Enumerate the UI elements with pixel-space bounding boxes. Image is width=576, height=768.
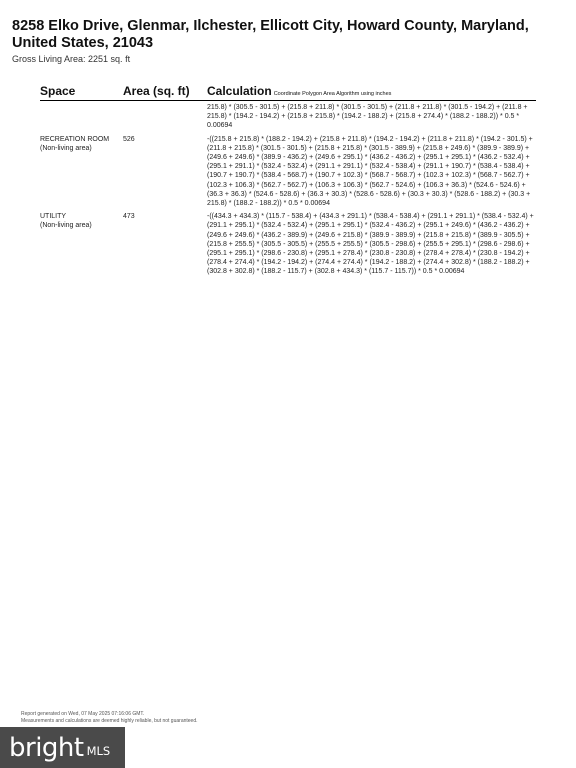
- space-name: UTILITY: [40, 213, 67, 221]
- area-cell: 473: [123, 213, 135, 221]
- header-calculation-label: Calculation: [207, 84, 272, 98]
- space-cell: [40, 103, 123, 131]
- header-calculation: [207, 84, 536, 98]
- space-type: (Non-living area): [40, 144, 92, 152]
- header-calculation-note: Coordinate Polygon Area Algorithm using inches: [273, 91, 392, 97]
- report-generated-note: Report generated on Wed, 07 May 2025 07:16:06 GMT.: [21, 711, 145, 717]
- calculation-cell: 215.8) * (305.5 - 301.5) + (215.8 + 211.8) * (301.5 - 301.5) + (211.8 + 211.8) * (301.5 - 194.2) + (211.8 + 215.8) * (194.2 - 194.2) + (215.8 + 215.8) * (194.2 - 188.2) + (215.8 + 274.4) * (188.2 - 188.2)) * 0.5 * 0.00694: [207, 104, 528, 130]
- table-row-utility: [40, 212, 536, 276]
- space-cell: [40, 135, 123, 209]
- property-address-title: 8258 Elko Drive, Glenmar, Ilchester, Ellicott City, Howard County, Maryland, United States, 21043: [12, 18, 529, 51]
- space-cell: [40, 212, 123, 276]
- report-footer: [21, 711, 198, 725]
- space-name: RECREATION ROOM: [40, 135, 110, 143]
- area-cell: 526: [123, 135, 135, 143]
- report-header: [12, 18, 564, 64]
- calculation-cell: -((434.3 + 434.3) * (115.7 - 538.4) + (434.3 + 291.1) * (538.4 - 538.4) + (291.1 + 291.1) * (538.4 - 532.4) + (291.1 + 295.1) * (532.4 - 532.4) + (295.1 + 295.1) * (532.4 - 436.2) + (295.1 + 249.6) * (436.2 - 436.2) + (249.6 + 249.6) * (436.2 - 389.9) + (249.6 + 215.8) * (389.9 - 389.9) + (215.8 + 215.8) * (389.9 - 305.5) + (215.8 + 255.5) * (305.5 - 305.5) + (255.5 + 255.5) * (305.5 - 298.6) + (255.5 + 295.1) * (298.6 - 298.6) + (295.1 + 295.1) * (298.6 - 230.8) + (295.1 + 278.4) * (230.8 - 230.8) + (278.4 + 278.4) * (230.8 - 194.2) + (278.4 + 274.4) * (194.2 - 194.2) + (274.4 + 274.4) * (194.2 - 188.2) + (274.4 + 302.8) * (188.2 - 188.2) + (302.8 + 302.8) * (188.2 - 115.7) + (302.8 + 434.3) * (115.7 - 115.7)) * 0.5 * 0.00694: [207, 213, 534, 276]
- area-calculation-table: [40, 84, 536, 277]
- table-header: [40, 84, 536, 101]
- disclaimer-note: Measurements and calculations are deemed highly reliable, but not guaranteed.: [21, 718, 198, 724]
- table-row-continued: [40, 103, 536, 131]
- area-cell: [123, 103, 207, 131]
- logo-wordmark: bright: [9, 732, 84, 763]
- table-row-recreation-room: [40, 135, 536, 209]
- space-type: (Non-living area): [40, 222, 92, 230]
- header-space: Space: [40, 84, 76, 98]
- bright-mls-logo: [0, 727, 125, 768]
- header-area: Area (sq. ft): [123, 84, 190, 98]
- calculation-cell: -((215.8 + 215.8) * (188.2 - 194.2) + (215.8 + 211.8) * (194.2 - 194.2) + (211.8 + 211.8) * (194.2 - 301.5) + (211.8 + 215.8) * (301.5 - 301.5) + (215.8 + 215.8) * (301.5 - 389.9) + (215.8 + 249.6) * (389.9 - 389.9) + (249.6 + 249.6) * (389.9 - 436.2) + (249.6 + 295.1) * (436.2 - 436.2) + (295.1 + 295.1) * (436.2 - 532.4) + (295.1 + 291.1) * (532.4 - 532.4) + (291.1 + 291.1) * (532.4 - 538.4) + (291.1 + 190.7) * (538.4 - 538.4) + (190.7 + 190.7) * (538.4 - 568.7) + (190.7 + 102.3) * (568.7 - 568.7) + (102.3 + 102.3) * (568.7 - 562.7) + (102.3 + 106.3) * (562.7 - 562.7) + (106.3 + 106.3) * (562.7 - 524.6) + (106.3 + 36.3) * (524.6 - 524.6) + (36.3 + 36.3) * (524.6 - 528.6) + (36.3 + 30.3) * (528.6 - 528.6) + (30.3 + 30.3) * (528.6 - 188.2) + (30.3 + 215.8) * (188.2 - 188.2)) * 0.5 * 0.00694: [207, 135, 533, 208]
- logo-mls-text: MLS: [86, 743, 111, 758]
- gross-living-area: Gross Living Area: 2251 sq. ft: [12, 54, 131, 64]
